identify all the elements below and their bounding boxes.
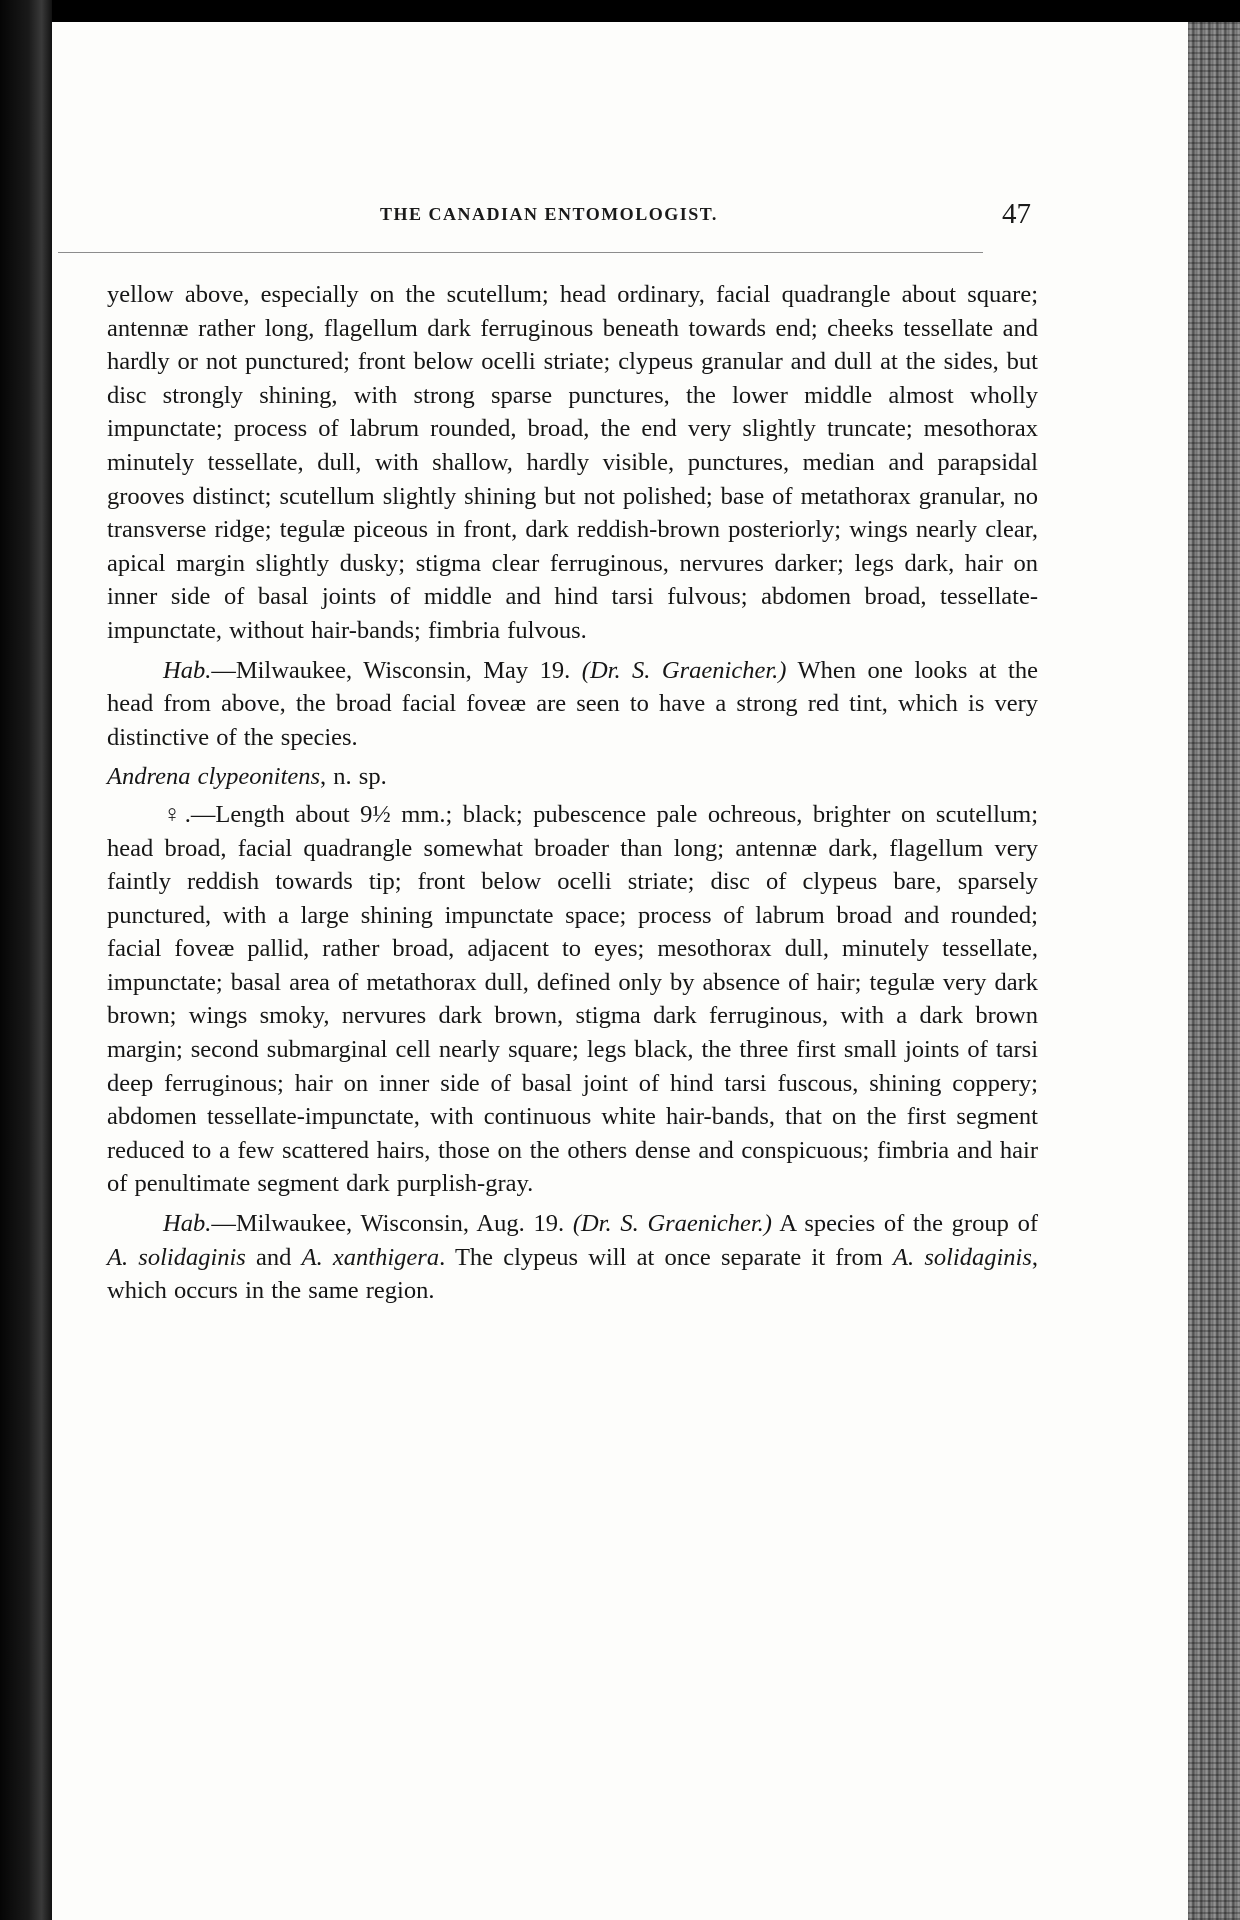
remark-text: . The clypeus will at once separate it from (439, 1243, 894, 1271)
scan-top-border (0, 0, 1240, 22)
species-suffix: , n. sp. (320, 763, 387, 791)
hab-label: Hab. (163, 656, 212, 684)
scan-left-binding (0, 0, 52, 1920)
species-name: Andrena clypeonitens (107, 763, 321, 791)
species-description: ♀.—Length about 9½ mm.; black; pubescence pale ochreous, brighter on scutellum; head broad, facial quadrangle somewhat broader than long; antennæ dark, flagellum very faintly reddish towards tip; front below ocelli striate; disc of clypeus bare, sparsely punctured, with a large shining impunctate space; process of labrum broad and rounded; facial foveæ pallid, rather broad, adjacent to eyes; mesothorax dull, minutely tessellate, impunctate; basal area of metathorax dull, defined only by absence of hair; tegulæ very dark brown; wings smoky, nervures dark brown, stigma dark ferruginous, with a dark brown margin; second submarginal cell nearly square; legs black, the three first small joints of tarsi deep ferruginous; hair on inner side of basal joint of hind tarsi fuscous, shining coppery; abdomen tessellate-impunctate, with continuous white hair-bands, that on the first segment reduced to a few scattered hairs, those on the others dense and conspicuous; fimbria and hair of penultimate segment dark purplish-gray. (107, 800, 1038, 1198)
page-body (107, 278, 1038, 1308)
hab-locality: —Milwaukee, Wisconsin, May 19. (211, 656, 582, 684)
collector: (Dr. S. Graenicher.) (581, 656, 787, 684)
species-ref: A. solidaginis (893, 1243, 1032, 1271)
species-ref: A. solidaginis (107, 1243, 246, 1271)
running-title: THE CANADIAN ENTOMOLOGIST. (380, 204, 718, 224)
habitat-remark: When one looks at the head from above, the broad facial foveæ are seen to have a strong red tint, which is very distinctive of the species. (107, 656, 1038, 751)
running-header (60, 200, 1040, 240)
header-rule (58, 252, 983, 253)
species-ref: A. xanthigera (301, 1243, 440, 1271)
collector: (Dr. S. Graenicher.) (572, 1210, 772, 1238)
habitat-paragraph-2 (107, 1207, 1038, 1308)
scan-page-edges (1188, 22, 1240, 1920)
description-continued: yellow above, especially on the scutellum; head ordinary, facial quadrangle about square; antennæ rather long, flagellum dark ferruginous beneath towards end; cheeks tessellate and hardly or not punctured; front below ocelli striate; clypeus granular and dull at the sides, but disc strongly shining, with strong sparse punctures, the lower middle almost wholly impunctate; process of labrum rounded, broad, the end very slightly truncate; mesothorax minutely tessellate, dull, with shallow, hardly visible, punctures, median and parapsidal grooves distinct; scutellum slightly shining but not polished; base of metathorax granular, no transverse ridge; tegulæ piceous in front, dark reddish-brown posteriorly; wings nearly clear, apical margin slightly dusky; stigma clear ferruginous, nervures darker; legs dark, hair on inner side of basal joints of middle and hind tarsi fulvous; abdomen broad, tessellate-impunctate, without hair-bands; fimbria fulvous. (107, 281, 1038, 644)
species-heading (107, 760, 1038, 794)
page-number: 47 (1002, 198, 1031, 230)
remark-text: A species of the group of (771, 1210, 1038, 1238)
remark-text: , which occurs in the same region. (107, 1243, 1039, 1305)
remark-text: and (245, 1243, 302, 1271)
hab-locality: —Milwaukee, Wisconsin, Aug. 19. (211, 1210, 573, 1238)
hab-label: Hab. (163, 1210, 212, 1238)
habitat-paragraph-1 (107, 654, 1038, 755)
